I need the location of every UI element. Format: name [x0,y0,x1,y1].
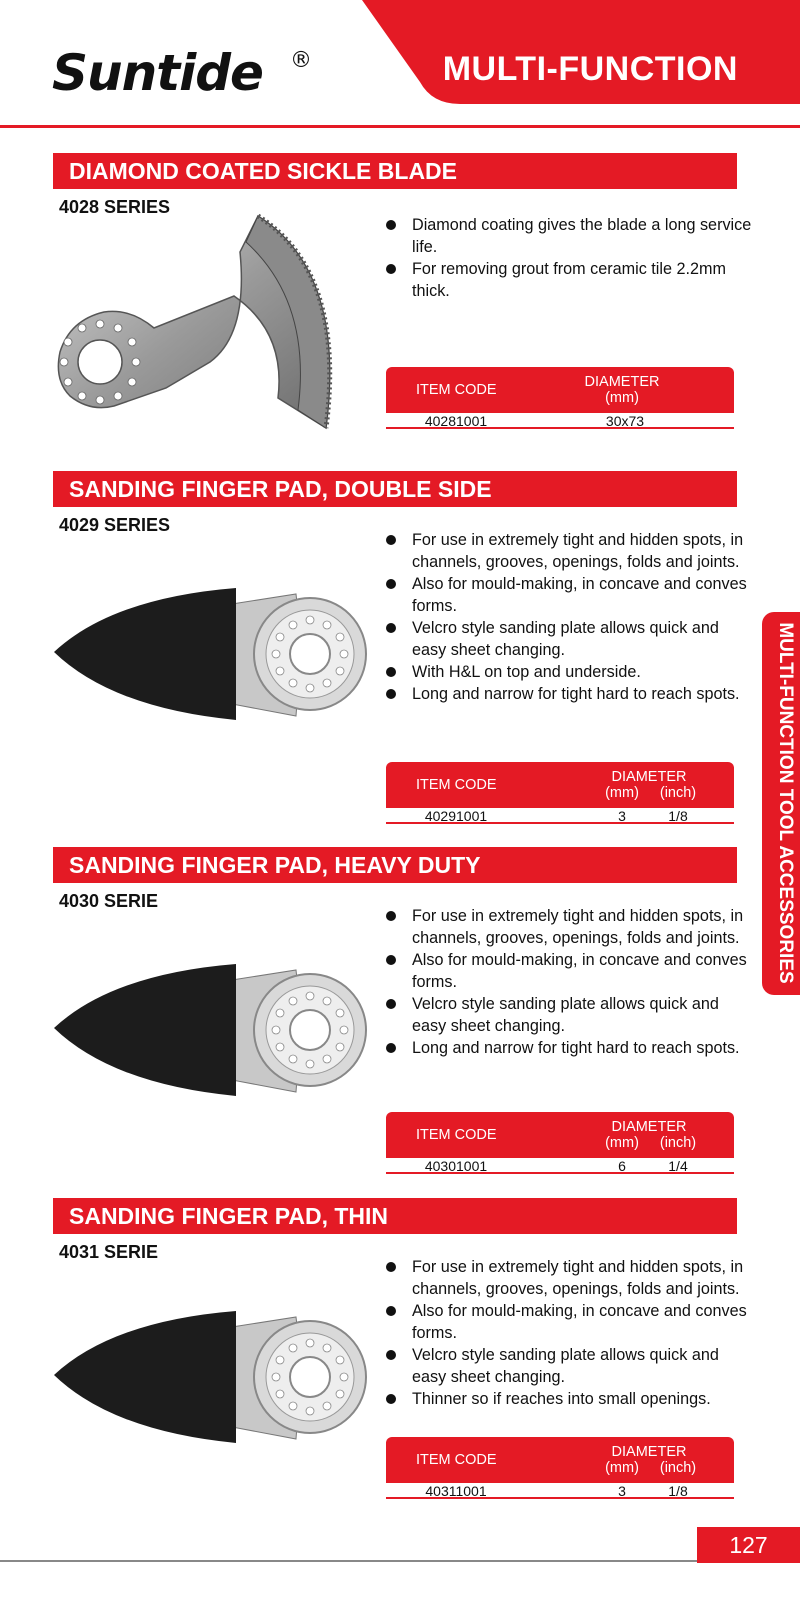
diameter-header: DIAMETER [584,374,660,390]
feature-item: Long and narrow for tight hard to reach spots. [382,1037,752,1059]
footer-rule [0,1560,700,1562]
series-label: 4030 SERIE [59,891,159,911]
diameter-inch-value: 1/8 [668,1483,688,1499]
spec-table-row [386,1483,734,1499]
diameter-header: DIAMETER [611,1444,687,1460]
feature-item: Diamond coating gives the blade a long service life. [382,214,752,258]
feature-item: Velcro style sanding plate allows quick and easy sheet changing. [382,993,752,1037]
diameter-header: DIAMETER [611,769,687,785]
section-title: SANDING FINGER PAD, DOUBLE SIDE [53,471,737,507]
finger-pad-image [52,956,372,1106]
spec-table [386,1112,734,1174]
series-label: 4031 SERIE [59,1242,159,1262]
diameter-mm-value: 3 [618,808,626,824]
feature-item: Also for mould-making, in concave and conves forms. [382,949,752,993]
feature-item: Long and narrow for tight hard to reach spots. [382,683,752,705]
unit-mm-header: (mm) [605,390,639,406]
finger-pad-image [52,1303,372,1453]
feature-list [382,1256,752,1410]
section-title: SANDING FINGER PAD, THIN [53,1198,737,1234]
diameter-mm-value: 3 [618,1483,626,1499]
feature-item: For use in extremely tight and hidden spots, in channels, grooves, openings, folds and joints. [382,905,752,949]
item-code-header: ITEM CODE [416,382,497,398]
page-number: 127 [697,1527,800,1563]
spec-table-header [386,1112,734,1158]
spec-table [386,367,734,429]
unit-inch-header: (inch) [659,1135,697,1151]
item-code-header: ITEM CODE [416,777,497,793]
section-title: DIAMOND COATED SICKLE BLADE [53,153,737,189]
spec-table-header [386,367,734,413]
side-category-label: MULTI-FUNCTION TOOL ACCESSORIES [775,622,796,984]
sickle-blade-image [50,212,350,437]
registered-mark: ® [290,48,312,73]
unit-mm-header: (mm) [605,1135,639,1151]
feature-item: For use in extremely tight and hidden spots, in channels, grooves, openings, folds and joints. [382,1256,752,1300]
unit-mm-header: (mm) [605,785,639,801]
feature-item: With H&L on top and underside. [382,661,752,683]
feature-item: Also for mould-making, in concave and conves forms. [382,1300,752,1344]
series-label: 4029 SERIES [59,515,171,535]
unit-mm-header: (mm) [605,1460,639,1476]
spec-table [386,762,734,824]
spec-table-header [386,762,734,808]
item-code-value: 40291001 [424,808,488,824]
feature-list [382,214,752,302]
feature-item: For removing grout from ceramic tile 2.2mm thick. [382,258,752,302]
diameter-inch-value: 1/4 [668,1158,688,1174]
page-title: MULTI-FUNCTION [442,50,738,88]
feature-item: Velcro style sanding plate allows quick and easy sheet changing. [382,1344,752,1388]
diameter-value: 30x73 [605,413,645,429]
diameter-inch-value: 1/8 [668,808,688,824]
section-title: SANDING FINGER PAD, HEAVY DUTY [53,847,737,883]
brand-logo: Suntide [52,44,263,102]
header-rule [0,125,800,128]
feature-item: Velcro style sanding plate allows quick and easy sheet changing. [382,617,752,661]
item-code-value: 40281001 [424,413,488,429]
finger-pad-image [52,580,372,730]
feature-item: For use in extremely tight and hidden spots, in channels, grooves, openings, folds and joints. [382,529,752,573]
spec-table [386,1437,734,1499]
spec-table-row [386,808,734,824]
diameter-header: DIAMETER [611,1119,687,1135]
feature-list [382,905,752,1059]
diameter-mm-value: 6 [618,1158,626,1174]
series-label: 4028 SERIES [59,197,171,217]
spec-table-row [386,1158,734,1174]
item-code-value: 40311001 [425,1483,487,1499]
item-code-value: 40301001 [424,1158,488,1174]
feature-list [382,529,752,705]
unit-inch-header: (inch) [659,785,697,801]
spec-table-header [386,1437,734,1483]
feature-item: Also for mould-making, in concave and conves forms. [382,573,752,617]
feature-item: Thinner so if reaches into small openings. [382,1388,752,1410]
spec-table-row [386,413,734,429]
unit-inch-header: (inch) [659,1460,697,1476]
item-code-header: ITEM CODE [416,1127,497,1143]
item-code-header: ITEM CODE [416,1452,497,1468]
